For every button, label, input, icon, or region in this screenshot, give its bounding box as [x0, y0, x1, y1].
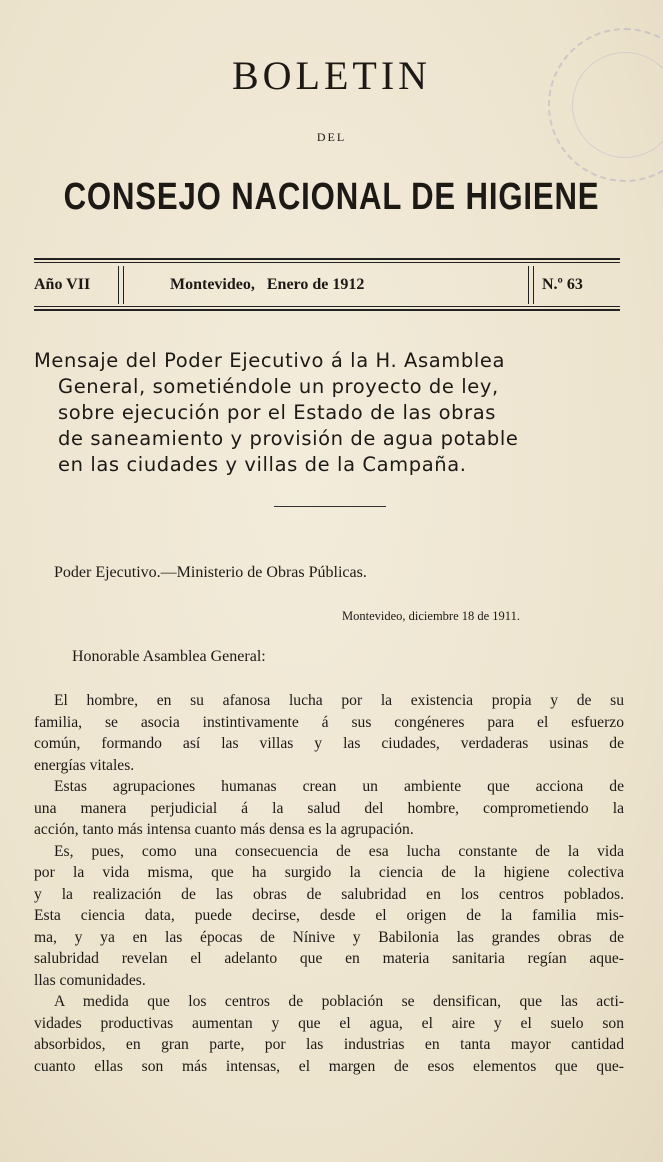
- paragraph-line: Esta ciencia data, puede decirse, desde el origen de la familia mis-: [34, 907, 624, 924]
- paragraph-line: Es, pues, como una consecuencia de esa lucha constante de la vida: [54, 842, 624, 860]
- paragraph-line: acción, tanto más intensa cuanto más densa es la agrupación.: [34, 821, 414, 838]
- subject-line: sobre ejecución por el Estado de las obras: [58, 401, 497, 424]
- issue-year: Año VII: [34, 276, 91, 293]
- masthead-rule-bottom-thin: [34, 306, 620, 307]
- paragraph-line: común, formando así las villas y las ciudades, verdaderas usinas de: [34, 735, 624, 752]
- subject-line: de saneamiento y provisión de agua potable: [58, 427, 519, 450]
- issue-place-date: Montevideo, Enero de 1912: [170, 276, 365, 293]
- masthead-title: BOLETIN: [231, 53, 432, 98]
- article-subject: [34, 348, 634, 478]
- dateline: Montevideo, diciembre 18 de 1911.: [342, 609, 520, 623]
- paragraph-line: por la vida misma, que ha surgido la ciencia de la higiene colectiva: [34, 864, 624, 881]
- salutation: Honorable Asamblea General:: [72, 648, 266, 665]
- paragraph-line: energías vitales.: [34, 756, 135, 774]
- ministry-line: Poder Ejecutivo.—Ministerio de Obras Públicas.: [54, 564, 367, 581]
- issue-band-divider: [528, 266, 534, 304]
- paragraph-line: El hombre, en su afanosa lucha por la existencia propia y de su: [54, 692, 624, 709]
- paragraph-line: absorbidos, en gran parte, por las industrias en tanta mayor cantidad: [34, 1036, 624, 1053]
- paragraph-line: ma, y ya en las épocas de Nínive y Babilonia las grandes obras de: [34, 928, 624, 946]
- issue-band-divider: [118, 266, 124, 304]
- masthead-rule-top: [34, 258, 620, 260]
- subject-line: General, sometiéndole un proyecto de ley,: [58, 375, 499, 398]
- masthead-rule-bottom: [34, 309, 620, 311]
- subject-line: Mensaje del Poder Ejecutivo á la H. Asamblea: [34, 349, 506, 372]
- subject-line: en las ciudades y villas de la Campaña.: [58, 453, 467, 476]
- section-divider: [274, 506, 386, 507]
- paragraph-line: y la realización de las obras de salubridad en los centros poblados.: [34, 885, 624, 903]
- issue-band: [34, 266, 620, 304]
- paragraph-line: una manera perjudicial á la salud del hombre, comprometiendo la: [34, 799, 624, 817]
- masthead-subtitle: CONSEJO NACIONAL DE HIGIENE: [63, 176, 600, 218]
- body-text: [34, 690, 624, 1077]
- masthead-connector: DEL: [316, 130, 347, 144]
- paragraph-line: llas comunidades.: [34, 971, 146, 989]
- paragraph-line: cuanto ellas son más intensas, el margen de esos elementos que que-: [34, 1057, 624, 1075]
- paragraph-line: A medida que los centros de población se densifican, que las acti-: [54, 993, 624, 1010]
- issue-number: N.º 63: [542, 276, 583, 293]
- masthead-rule-top-thin: [34, 262, 620, 263]
- paragraph-line: vidades productivas aumentan y que el agua, el aire y el suelo son: [34, 1014, 624, 1032]
- paragraph-line: familia, se asocia instintivamente á sus congéneres para el esfuerzo: [34, 713, 624, 731]
- paragraph-line: salubridad revelan el adelanto que en materia sanitaria regían aque-: [34, 950, 624, 967]
- paragraph-line: Estas agrupaciones humanas crean un ambiente que acciona de: [54, 778, 624, 795]
